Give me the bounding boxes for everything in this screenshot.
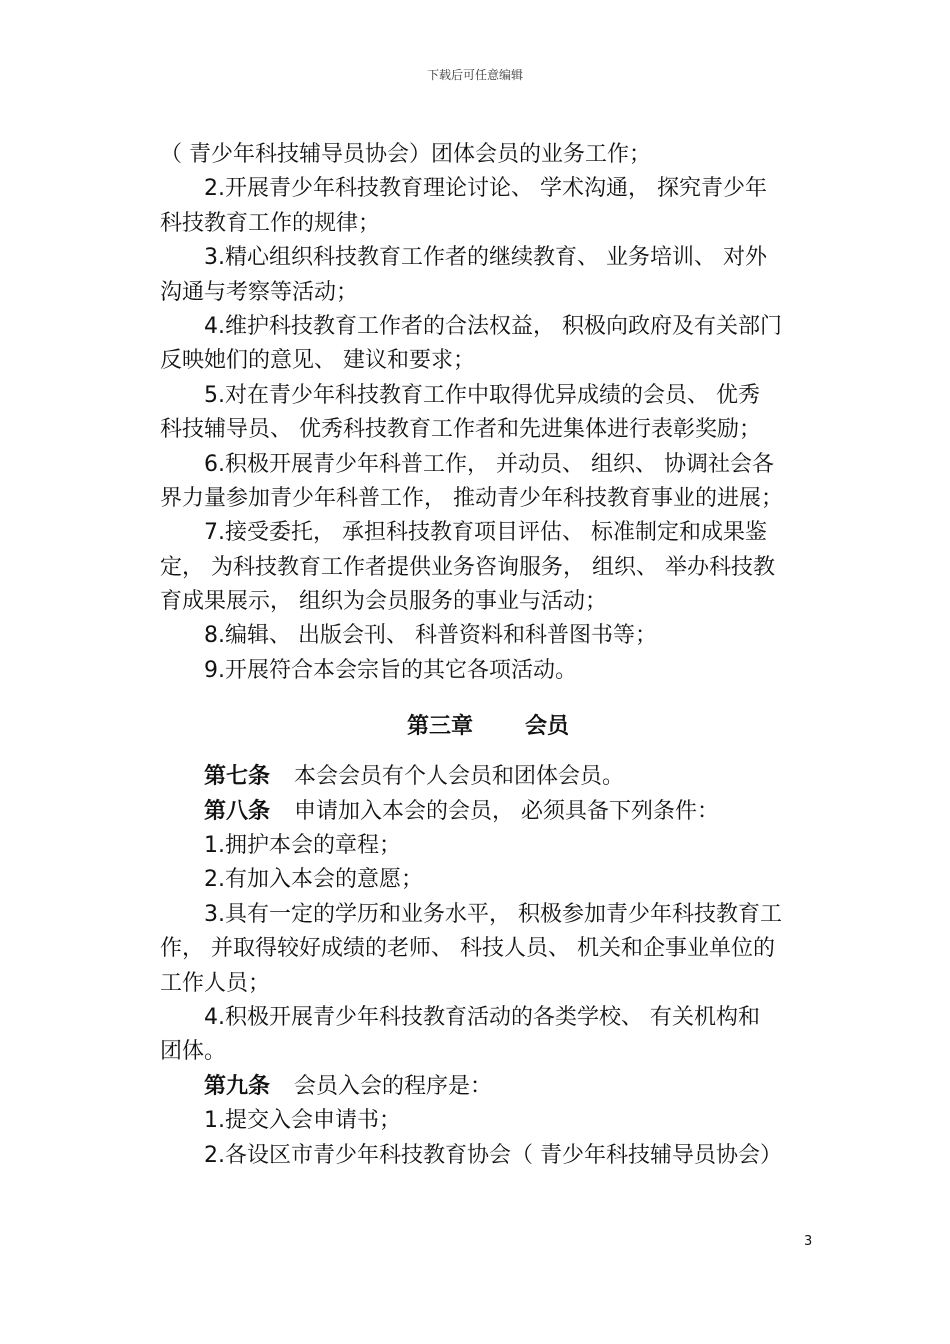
text-line: 3.具有一定的学历和业务水平， 积极参加青少年科技教育工 [204,901,782,927]
chapter-title: 会员 [525,714,570,740]
text-line: 2.有加入本会的意愿； [204,867,423,893]
article-7-label: 第七条 [204,764,271,790]
text-line: 沟通与考察等活动； [160,279,359,305]
text-line: 1.提交入会申请书； [204,1108,401,1134]
text-line: 科技教育工作的规律； [160,210,381,236]
page-header: 下载后可任意编辑 [426,68,523,82]
paragraph-block-conditions [160,829,816,1070]
document-body [160,138,816,1173]
text-line: 定， 为科技教育工作者提供业务咨询服务， 组织、 举办科技教 [160,554,775,580]
article-8-label: 第八条 [204,798,271,824]
text-line: 作， 并取得较好成绩的老师、 科技人员、 机关和企事业单位的 [160,936,775,962]
article-9-text: 会员入会的程序是： [294,1073,493,1099]
text-line: 4.积极开展青少年科技教育活动的各类学校、 有关机构和 [204,1004,760,1030]
text-line: 反映她们的意见、 建议和要求； [160,348,475,374]
article-8-text: 申请加入本会的会员， 必须具备下列条件： [294,798,720,824]
text-line: 2.开展青少年科技教育理论讨论、 学术沟通， 探究青少年 [204,176,767,202]
chapter-heading [160,700,816,754]
text-line: 1.拥护本会的章程； [204,833,401,859]
text-line: 团体。 [160,1039,227,1065]
text-line: 8.编辑、 出版会刊、 科普资料和科普图书等； [204,623,657,649]
text-line: 7.接受委托， 承担科技教育项目评估、 标准制定和成果鉴 [204,520,767,546]
paragraph-block-duties [160,138,816,688]
paragraph-block-procedure [160,1104,816,1173]
chapter-number: 第三章 [406,714,473,740]
text-line: 4.维护科技教育工作者的合法权益， 积极向政府及有关部门 [204,313,782,339]
text-line: 6.积极开展青少年科普工作， 并动员、 组织、 协调社会各 [204,451,774,477]
text-line: 育成果展示， 组织为会员服务的事业与活动； [160,589,607,615]
text-line: 2.各设区市青少年科技教育协会（ 青少年科技辅导员协会） [204,1142,782,1168]
article-9 [160,1070,816,1104]
text-line: 科技辅导员、 优秀科技教育工作者和先进集体进行表彰奖励； [160,417,761,443]
page-number: 3 [804,1234,813,1249]
text-line: 界力量参加青少年科普工作， 推动青少年科技教育事业的进展； [160,485,783,511]
article-9-label: 第九条 [204,1073,271,1099]
text-line: 5.对在青少年科技教育工作中取得优异成绩的会员、 优秀 [204,382,760,408]
article-7-text: 本会会员有个人会员和团体会员。 [294,764,625,790]
text-line: 工作人员； [160,970,271,996]
article-8 [160,795,816,829]
text-line: （ 青少年科技辅导员协会）团体会员的业务工作； [160,142,651,167]
text-line: 9.开展符合本会宗旨的其它各项活动。 [204,657,577,683]
text-line: 3.精心组织科技教育工作者的继续教育、 业务培训、 对外 [204,245,767,271]
article-7 [160,760,816,794]
